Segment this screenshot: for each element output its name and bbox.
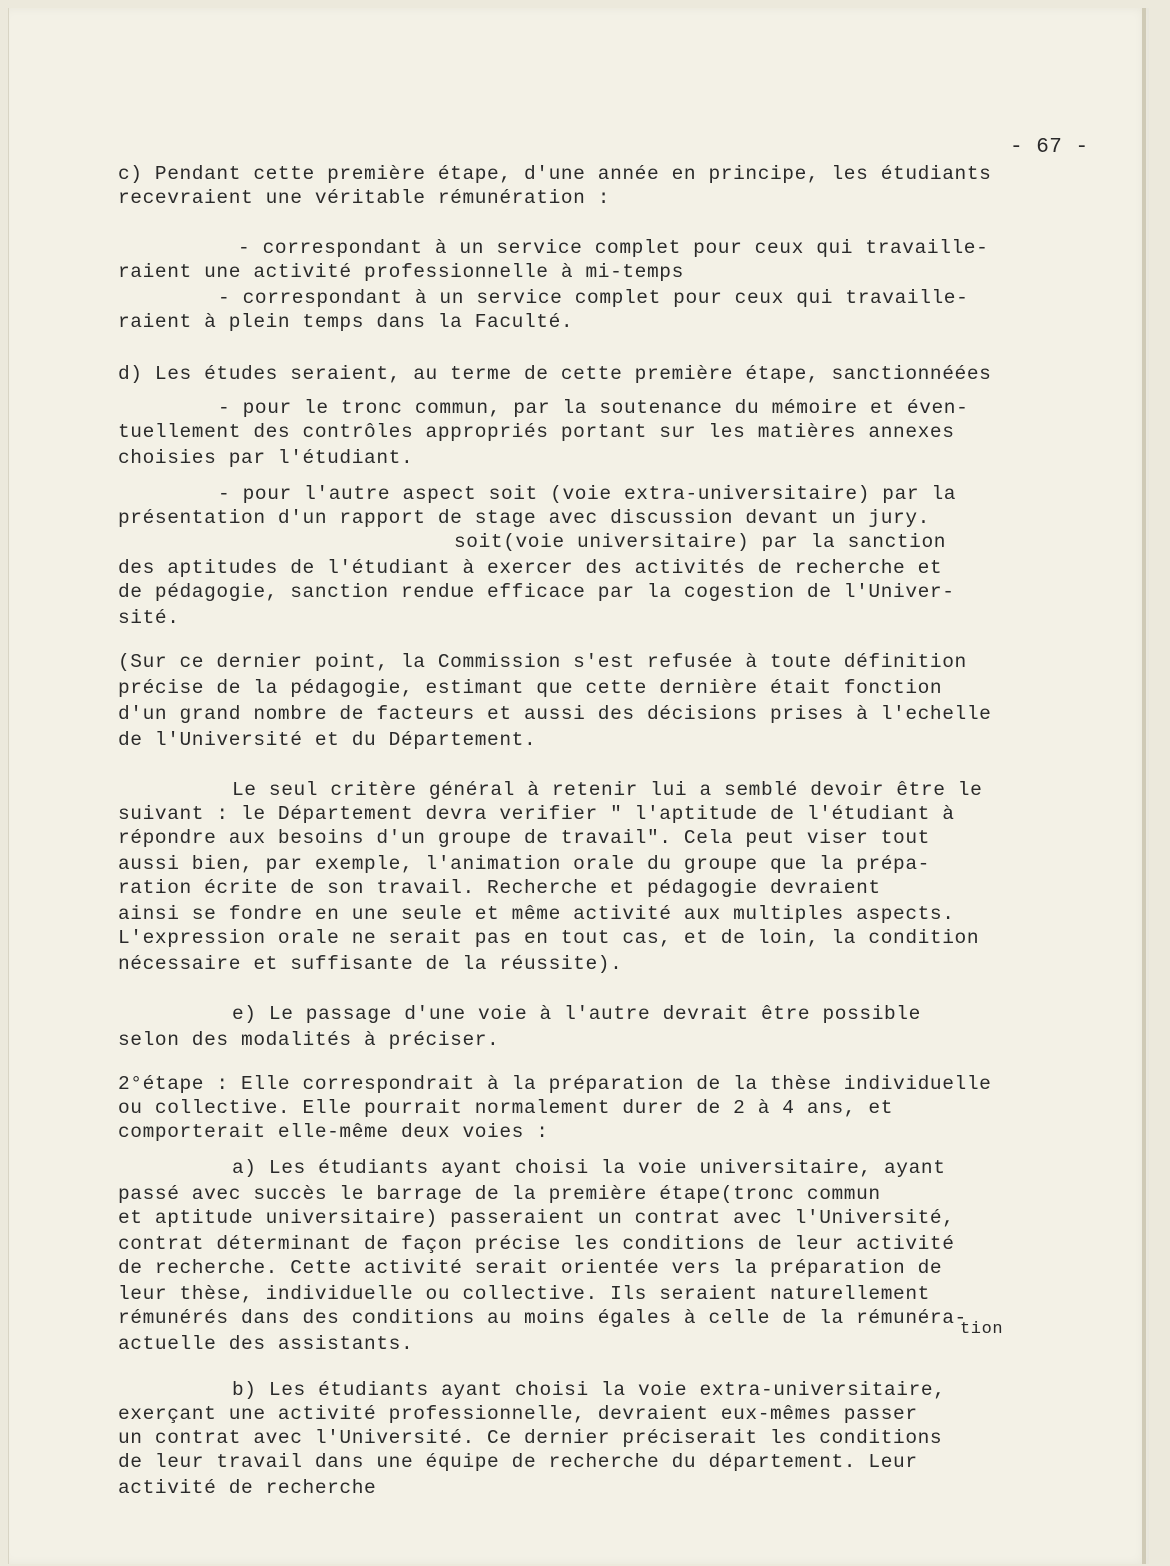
- text-line: exerçant une activité professionnelle, devraient eux-mêmes passer: [118, 1403, 918, 1425]
- text-line: - pour l'autre aspect soit (voie extra-universitaire) par la: [218, 483, 957, 505]
- text-line: ou collective. Elle pourrait normalement durer de 2 à 4 ans, et: [118, 1097, 894, 1119]
- text-line: aussi bien, par exemple, l'animation orale du groupe que la prépa-: [118, 853, 930, 875]
- text-line: 2°étape : Elle correspondrait à la préparation de la thèse individuelle: [118, 1073, 992, 1095]
- text-line: - correspondant à un service complet pour ceux qui travaille-: [238, 237, 989, 259]
- text-line: de l'Université et du Département.: [118, 729, 537, 751]
- text-line: - correspondant à un service complet pour ceux qui travaille-: [218, 287, 969, 309]
- text-line: précise de la pédagogie, estimant que cette dernière était fonction: [118, 677, 943, 699]
- text-line: de recherche. Cette activité serait orientée vers la préparation de: [118, 1257, 943, 1279]
- page-number: - 67 -: [1010, 136, 1089, 159]
- text-line: d'un grand nombre de facteurs et aussi des décisions prises à l'echelle: [118, 703, 992, 725]
- text-line: ration écrite de son travail. Recherche et pédagogie devraient: [118, 877, 881, 899]
- text-line: e) Le passage d'une voie à l'autre devrait être possible: [232, 1003, 921, 1025]
- text-line: (Sur ce dernier point, la Commission s'est refusée à toute définition: [118, 651, 967, 673]
- text-line: présentation d'un rapport de stage avec discussion devant un jury.: [118, 507, 930, 529]
- text-line: raient à plein temps dans la Faculté.: [118, 311, 574, 333]
- text-line: rémunérés dans des conditions au moins égales à celle de la rémunéra-: [118, 1307, 967, 1329]
- text-line: de pédagogie, sanction rendue efficace par la cogestion de l'Univer-: [118, 581, 955, 603]
- text-line: de leur travail dans une équipe de recherche du département. Leur: [118, 1451, 918, 1473]
- text-line: a) Les étudiants ayant choisi la voie universitaire, ayant: [232, 1157, 946, 1179]
- text-line: activité de recherche: [118, 1477, 377, 1499]
- text-line: raient une activité professionnelle à mi-temps: [118, 261, 684, 283]
- text-line: tion: [960, 1320, 1004, 1339]
- text-line: et aptitude universitaire) passeraient un contrat avec l'Université,: [118, 1207, 955, 1229]
- text-line: suivant : le Département devra verifier " l'aptitude de l'étudiant à: [118, 803, 955, 825]
- text-line: sité.: [118, 607, 180, 629]
- text-line: un contrat avec l'Université. Ce dernier préciserait les conditions: [118, 1427, 943, 1449]
- text-line: nécessaire et suffisante de la réussite).: [118, 953, 623, 975]
- text-line: selon des modalités à préciser.: [118, 1029, 500, 1051]
- text-line: actuelle des assistants.: [118, 1333, 414, 1355]
- page-edge: [1142, 8, 1146, 1564]
- text-line: L'expression orale ne serait pas en tout cas, et de loin, la condition: [118, 927, 980, 949]
- text-line: recevraient une véritable rémunération :: [118, 187, 611, 209]
- text-line: Le seul critère général à retenir lui a semblé devoir être le: [232, 779, 983, 801]
- text-line: choisies par l'étudiant.: [118, 447, 414, 469]
- text-line: - pour le tronc commun, par la soutenance du mémoire et éven-: [218, 397, 969, 419]
- text-line: soit(voie universitaire) par la sanction: [454, 531, 947, 553]
- text-line: b) Les étudiants ayant choisi la voie extra-universitaire,: [232, 1379, 946, 1401]
- text-line: contrat déterminant de façon précise les conditions de leur activité: [118, 1233, 955, 1255]
- text-line: ainsi se fondre en une seule et même activité aux multiples aspects.: [118, 903, 955, 925]
- text-line: passé avec succès le barrage de la première étape(tronc commun: [118, 1183, 881, 1205]
- text-line: comporterait elle-même deux voies :: [118, 1121, 549, 1143]
- text-line: c) Pendant cette première étape, d'une année en principe, les étudiants: [118, 163, 992, 185]
- text-line: des aptitudes de l'étudiant à exercer des activités de recherche et: [118, 557, 943, 579]
- text-line: d) Les études seraient, au terme de cette première étape, sanctionnéées: [118, 363, 992, 385]
- text-line: tuellement des contrôles appropriés portant sur les matières annexes: [118, 421, 955, 443]
- text-line: leur thèse, individuelle ou collective. Ils seraient naturellement: [118, 1283, 930, 1305]
- text-line: répondre aux besoins d'un groupe de travail". Cela peut viser tout: [118, 827, 930, 849]
